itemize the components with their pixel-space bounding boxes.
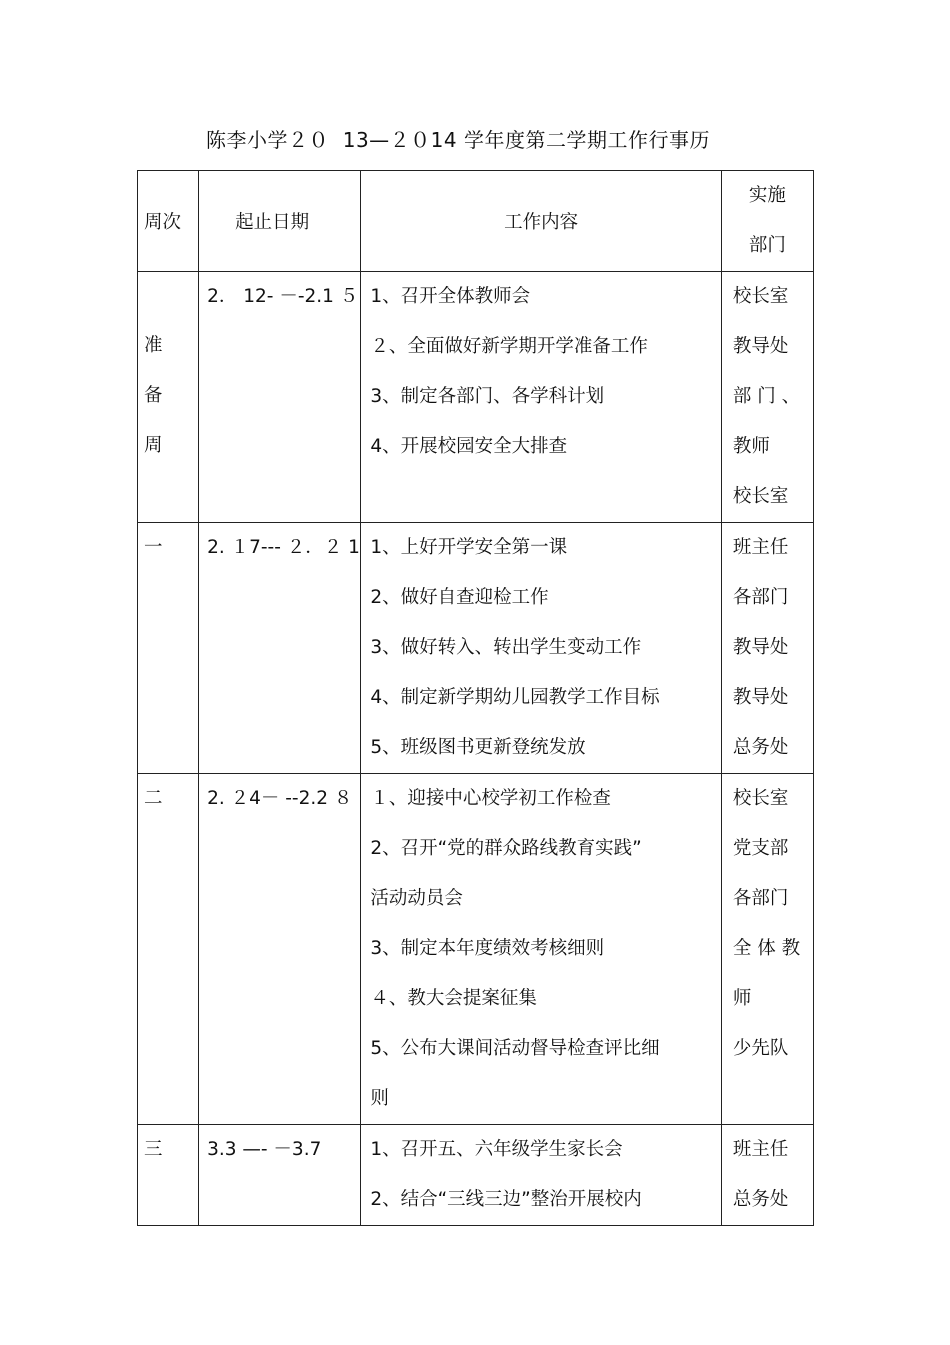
work-item: 活动动员会	[370, 888, 463, 909]
header-work: 工作内容	[361, 171, 722, 272]
work-item: 2、召开“党的群众路线教育实践”	[370, 838, 642, 859]
week-cell: 一	[138, 523, 199, 774]
work-cell	[361, 523, 722, 774]
week-cell: 二	[138, 774, 199, 1125]
work-item: 则	[370, 1088, 389, 1109]
work-item: 5、班级图书更新登统发放	[370, 737, 586, 758]
dept-cell	[721, 1125, 813, 1226]
table-header-row	[138, 171, 814, 272]
dept-item: 教导处	[732, 637, 789, 658]
dept-item: 总务处	[732, 737, 789, 758]
table-row	[138, 272, 814, 523]
dept-cell	[721, 523, 813, 774]
work-cell	[361, 272, 722, 523]
table-row	[138, 774, 814, 1125]
dept-item: 教导处	[732, 687, 789, 708]
work-item: 1、召开五、六年级学生家长会	[370, 1139, 623, 1160]
week-cell: 准 备 周	[138, 272, 199, 523]
work-item: 4、开展校园安全大排查	[370, 436, 568, 457]
date-cell: 2. １7--- ２．２ 1	[199, 523, 361, 774]
date-cell: 2． 12- －-2.1 ５	[199, 272, 361, 523]
work-item: ４、教大会提案征集	[370, 988, 537, 1009]
dept-item: 校长室	[732, 486, 789, 507]
dept-item: 校长室	[732, 286, 789, 307]
dept-item: 各部门	[732, 587, 789, 608]
dept-cell	[721, 272, 813, 523]
dept-item: 各部门	[732, 888, 789, 909]
dept-item: 全 体 教	[732, 938, 801, 959]
header-dept: 实施 部门	[721, 171, 813, 272]
header-week: 周次	[138, 171, 199, 272]
work-cell	[361, 1125, 722, 1226]
date-cell: 3.3 —- －3.7	[199, 1125, 361, 1226]
work-item: 2、结合“三线三边”整治开展校内	[370, 1189, 642, 1210]
schedule-table	[137, 170, 814, 1226]
dept-item: 师	[732, 988, 752, 1009]
work-item: 3、做好转入、转出学生变动工作	[370, 637, 642, 658]
dept-item: 校长室	[732, 788, 789, 809]
dept-cell	[721, 774, 813, 1125]
work-item: 3、制定各部门、各学科计划	[370, 386, 605, 407]
dept-item: 部 门 、	[732, 386, 801, 407]
work-item: １、迎接中心校学初工作检查	[370, 788, 611, 809]
dept-item: 班主任	[732, 537, 789, 558]
work-item: 5、公布大课间活动督导检查评比细	[370, 1038, 660, 1059]
work-item: 1、召开全体教师会	[370, 286, 531, 307]
work-item: 3、制定本年度绩效考核细则	[370, 938, 605, 959]
work-cell	[361, 774, 722, 1125]
table-row	[138, 523, 814, 774]
dept-item: 教师	[732, 436, 770, 457]
dept-item: 党支部	[732, 838, 789, 859]
dept-item: 班主任	[732, 1139, 789, 1160]
dept-item: 少先队	[732, 1038, 789, 1059]
date-cell: 2. ２4－ --2.2 ８	[199, 774, 361, 1125]
work-item: 1、上好开学安全第一课	[370, 537, 568, 558]
week-cell: 三	[138, 1125, 199, 1226]
work-item: 4、制定新学期幼儿园教学工作目标	[370, 687, 660, 708]
table-row	[138, 1125, 814, 1226]
header-date: 起止日期	[199, 171, 361, 272]
work-item: ２、全面做好新学期开学准备工作	[370, 336, 648, 357]
work-item: 2、做好自查迎检工作	[370, 587, 549, 608]
dept-item: 教导处	[732, 336, 789, 357]
dept-item: 总务处	[732, 1189, 789, 1210]
document-title: 陈李小学２０ 13—２０14 学年度第二学期工作行事历	[206, 128, 710, 152]
